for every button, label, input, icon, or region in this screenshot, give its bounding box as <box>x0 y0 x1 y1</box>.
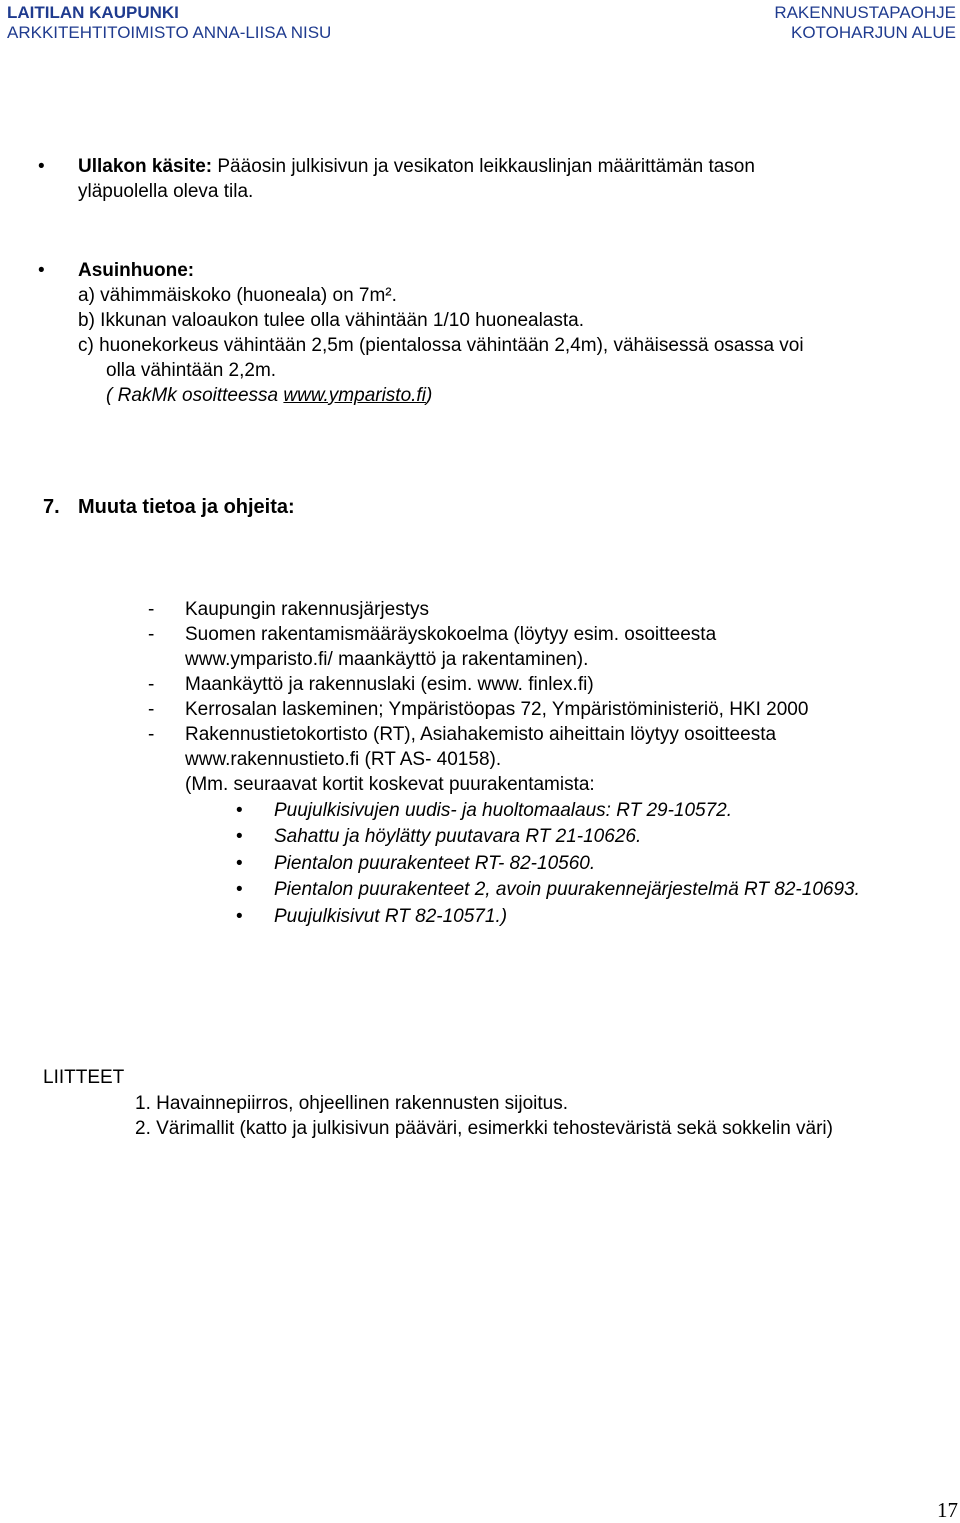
bullet-icon: • <box>236 826 243 847</box>
section7-item-cont: www.rakennustieto.fi (RT AS- 40158). <box>185 749 502 770</box>
rt-card: Puujulkisivut RT 82-10571.) <box>274 906 508 927</box>
header-area-name: KOTOHARJUN ALUE <box>790 23 956 42</box>
ullakko-term: Ullakon käsite: <box>78 156 213 177</box>
bullet-icon: • <box>236 906 243 927</box>
ymparisto-link[interactable]: www.ymparisto.fi <box>283 385 426 406</box>
ullakko-text: Pääosin julkisivun ja vesikaton leikkauslinjan määrittämän tason <box>212 156 755 177</box>
liitteet-item: 2. Värimallit (katto ja julkisivun pääväri, esimerkki tehosteväristä sekä sokkelin väri) <box>135 1118 833 1139</box>
asuinhuone-term: Asuinhuone: <box>78 260 195 281</box>
liitteet-item: 1. Havainnepiirros, ohjeellinen rakennusten sijoitus. <box>135 1093 569 1114</box>
asuinhuone-item-a: a) vähimmäiskoko (huoneala) on 7m². <box>78 285 397 306</box>
header-architect-office: ARKKITEHTITOIMISTO ANNA-LIISA NISU <box>7 23 332 42</box>
reference-suffix: ) <box>425 385 433 406</box>
section7-dash: - <box>148 699 155 720</box>
ullakko-line1 <box>78 155 755 179</box>
bullet-icon: • <box>236 853 243 874</box>
asuinhuone-item-c: c) huonekorkeus vähintään 2,5m (pientalossa vähintään 2,4m), vähäisessä osassa voi <box>78 335 804 356</box>
section7-dash: - <box>148 624 155 645</box>
section7-item-cont: www.ymparisto.fi/ maankäyttö ja rakentaminen). <box>185 649 589 670</box>
reference-prefix: ( RakMk osoitteessa <box>106 385 284 406</box>
section7-item-note: (Mm. seuraavat kortit koskevat puurakentamista: <box>185 774 595 795</box>
asuinhuone-reference <box>106 384 432 408</box>
header-document-title: RAKENNUSTAPAOHJE <box>774 3 956 22</box>
rt-card: Pientalon puurakenteet 2, avoin puurakennejärjestelmä RT 82-10693. <box>274 879 860 900</box>
rt-card: Puujulkisivujen uudis- ja huoltomaalaus: RT 29-10572. <box>274 800 733 821</box>
liitteet-title: LIITTEET <box>43 1067 125 1088</box>
section7-dash: - <box>148 674 155 695</box>
section7-dash: - <box>148 724 155 745</box>
bullet-icon: • <box>236 800 243 821</box>
rt-card: Sahattu ja höylätty puutavara RT 21-10626. <box>274 826 642 847</box>
section7-item: Maankäyttö ja rakennuslaki (esim. www. finlex.fi) <box>185 674 594 695</box>
bullet-icon: • <box>38 260 45 281</box>
asuinhuone-item-c-cont: olla vähintään 2,2m. <box>106 360 277 381</box>
section7-item: Kerrosalan laskeminen; Ympäristöopas 72, Ympäristöministeriö, HKI 2000 <box>185 699 809 720</box>
page-number: 17 <box>937 1498 958 1522</box>
bullet-icon: • <box>236 879 243 900</box>
section7-title: Muuta tietoa ja ohjeita: <box>78 496 295 518</box>
bullet-icon: • <box>38 156 45 177</box>
section7-item: Suomen rakentamismääräyskokoelma (löytyy esim. osoitteesta <box>185 624 717 645</box>
section7-dash: - <box>148 599 155 620</box>
asuinhuone-item-b: b) Ikkunan valoaukon tulee olla vähintään 1/10 huonealasta. <box>78 310 584 331</box>
header-municipality: LAITILAN KAUPUNKI <box>7 3 179 22</box>
rt-card: Pientalon puurakenteet RT- 82-10560. <box>274 853 596 874</box>
section7-item: Kaupungin rakennusjärjestys <box>185 599 429 620</box>
section7-item: Rakennustietokortisto (RT), Asiahakemisto aiheittain löytyy osoitteesta <box>185 724 777 745</box>
ullakko-line2: yläpuolella oleva tila. <box>78 181 254 202</box>
section7-number: 7. <box>43 496 60 518</box>
